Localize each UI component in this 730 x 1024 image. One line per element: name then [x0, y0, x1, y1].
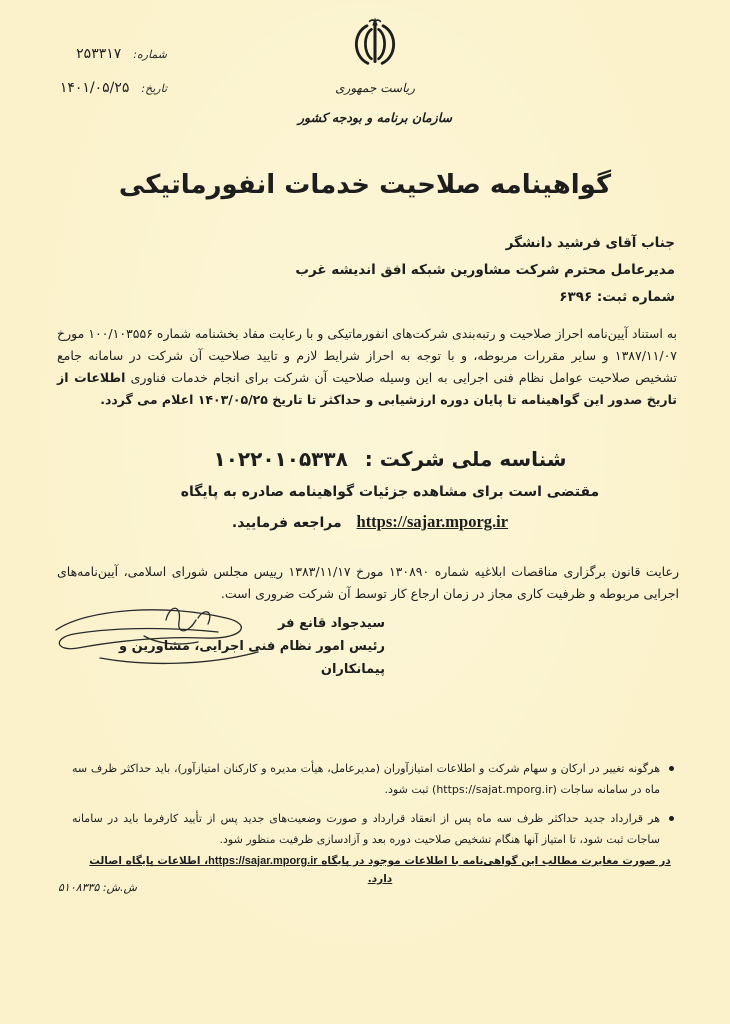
number-label: شماره: [133, 48, 167, 61]
national-id-label: شناسه ملی شرکت : [364, 447, 567, 471]
number-value: ۲۵۳۳۱۷ [76, 46, 122, 62]
bullet-icon [669, 766, 674, 771]
url-suffix: مراجعه فرمایید. [231, 515, 342, 531]
date-row [55, 80, 167, 114]
list-item [72, 758, 675, 800]
organization-name: سازمان برنامه و بودجه کشور [297, 110, 453, 125]
certificate-body [57, 323, 677, 411]
page-title: گواهینامه صلاحیت خدمات انفورماتیکی [118, 170, 612, 200]
note-text-end: ثبت شود. [384, 783, 429, 796]
national-id-line [60, 444, 720, 474]
registration-number: شماره ثبت: ۶۳۹۶ [559, 289, 675, 305]
organization-logo [295, 16, 455, 126]
addressee-position: مدیرعامل محترم شرکت مشاورین شبکه افق اندیشه غرب [295, 262, 675, 278]
footer-text: در صورت مغایرت مطالب این گواهی‌نامه با اطلاعات موجود در پایگاه [321, 855, 671, 867]
signatory-title: رئیس امور نظام فنی اجرایی، مشاورین و پیمانکاران [119, 639, 385, 677]
date-value: ۱۴۰۱/۰۵/۲۵ [59, 80, 130, 96]
notice-line: مقتضی است برای مشاهده جزئیات گواهینامه صادره به پایگاه [180, 484, 600, 500]
notes-list [72, 758, 675, 858]
compliance-paragraph: رعایت قانون برگزاری مناقصات ابلاغیه شماره ۱۳۰۸۹۰ مورخ ۱۳۸۳/۱۱/۱۷ رییس مجلس شورای اسلامی، آیین‌نامه‌های اجرایی مربوطه و ظرفیت کاری مجاز در زمان ارجاع کار توسط آن شرکت ضروری است. [57, 564, 679, 601]
signatory-block [55, 612, 385, 681]
footer-url: https://sajar.mporg.ir [208, 855, 318, 867]
date-label: تاریخ: [141, 82, 167, 95]
body-bold-tail: اطلاعات از تاریخ صدور این گواهینامه تا پایان دوره ارزشیابی و حداکثر تا تاریخ ۱۴۰۳/۰۵/۲۵ اعلام می گردد. [57, 370, 677, 407]
note-text: هر قرارداد جدید حداکثر ظرف سه ماه پس از انعقاد قرارداد و صورت وضعیت‌های جدید پس از تأیید کارفرما باید در سامانه ساجات ثبت شود، تا امتیاز آنها هنگام تشخیص صلاحیت دوره بعد و آزادسازی ظرفیت منظور شود. [72, 812, 660, 846]
number-row [55, 46, 167, 80]
footer-text-end: ، اطلاعات پایگاه اصالت دارد. [89, 855, 393, 885]
signatory-name: سیدجواد قانع فر [277, 616, 385, 631]
footer-disclaimer [80, 852, 680, 888]
sajar-url: https://sajar.mporg.ir [356, 512, 509, 531]
bullet-icon [669, 816, 674, 821]
body-text: به استناد آیین‌نامه احراز صلاحیت و رتبه‌بندی شرکت‌های انفورماتیکی و با رعایت مفاد بخشنامه شماره ۱۰۰/۱۰۳۵۵۶ مورخ ۱۳۸۷/۱۱/۰۷ و سایر مقررات مربوطه، و با توجه به احراز شرایط لازم و تایید صلاحیت آن شرکت در سامانه جامع تشخیص صلاحیت عوامل نظام فنی اجرایی به این وسیله صلاحیت آن شرکت برای انجام خدمات فناوری [57, 326, 678, 385]
serial-number: ش.ش: ۵۱۰۸۳۳۵ [58, 881, 137, 894]
note-text: هرگونه تغییر در ارکان و سهام شرکت و اطلاعات امتیازآوران (مدیرعامل، هیأت مدیره و کارکنان امتیازآور)، باید حداکثر ظرف سه ماه در سامانه ساجات [72, 762, 660, 796]
url-line [40, 508, 700, 537]
addressee-block [155, 230, 675, 311]
presidency-label: ریاست جمهوری [335, 81, 415, 95]
national-id-value: ۱۰۲۲۰۱۰۵۳۳۸ [213, 447, 348, 471]
sajat-url: (https://sajat.mporg.ir) [432, 783, 557, 796]
document-meta [55, 46, 167, 114]
list-item [72, 808, 675, 850]
emblem-icon [348, 16, 402, 66]
addressee-name: جناب آقای فرشید دانشگر [505, 235, 675, 251]
